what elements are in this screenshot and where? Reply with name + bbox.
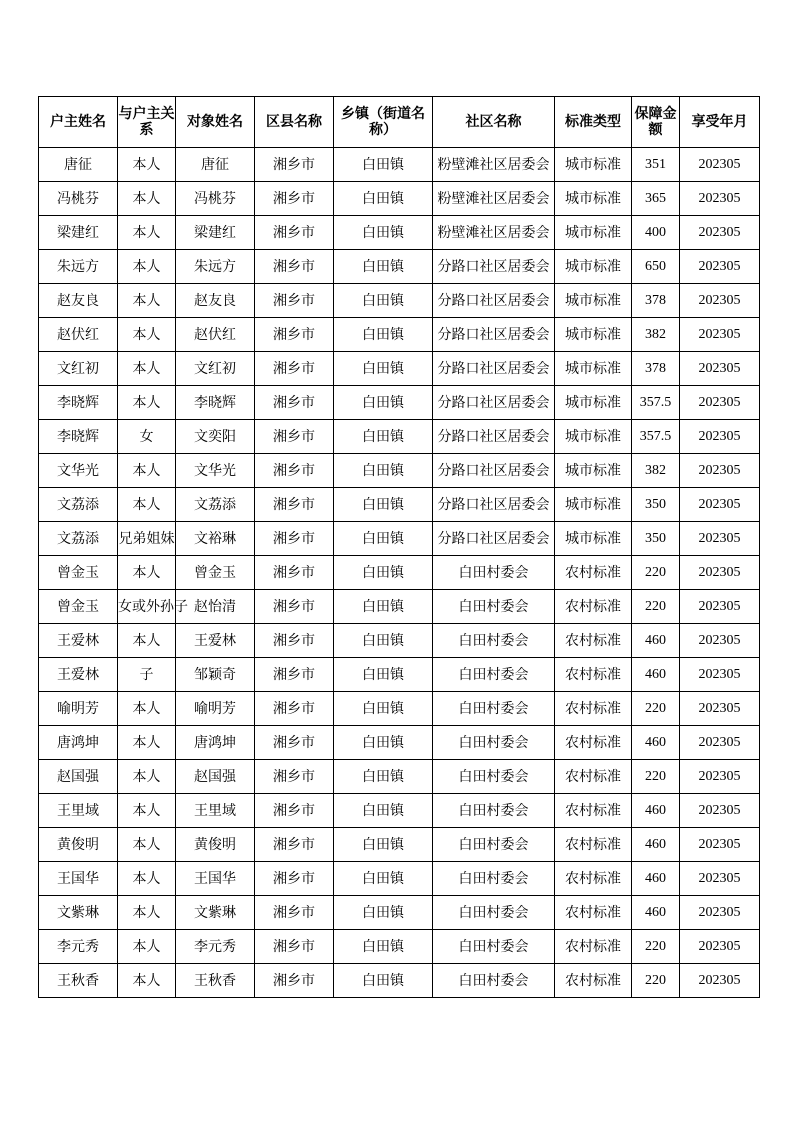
standard-cell: 农村标准 xyxy=(555,862,632,896)
recipient-cell: 文裕琳 xyxy=(176,522,255,556)
amount-cell: 460 xyxy=(632,896,680,930)
relation-cell: 本人 xyxy=(118,352,176,386)
householder-cell: 曾金玉 xyxy=(39,556,118,590)
relation-cell: 本人 xyxy=(118,760,176,794)
standard-cell: 城市标准 xyxy=(555,318,632,352)
community-cell: 白田村委会 xyxy=(433,590,555,624)
month-cell: 202305 xyxy=(680,896,760,930)
standard-cell: 城市标准 xyxy=(555,182,632,216)
town-cell: 白田镇 xyxy=(334,352,433,386)
month-cell: 202305 xyxy=(680,420,760,454)
standard-cell: 城市标准 xyxy=(555,216,632,250)
householder-cell: 梁建红 xyxy=(39,216,118,250)
recipient-cell: 文华光 xyxy=(176,454,255,488)
standard-cell: 农村标准 xyxy=(555,896,632,930)
county-cell: 湘乡市 xyxy=(255,862,334,896)
householder-cell: 文红初 xyxy=(39,352,118,386)
county-cell: 湘乡市 xyxy=(255,794,334,828)
relation-cell: 女 xyxy=(118,420,176,454)
header-community: 社区名称 xyxy=(433,97,555,148)
header-town: 乡镇（街道名称） xyxy=(334,97,433,148)
amount-cell: 350 xyxy=(632,488,680,522)
county-cell: 湘乡市 xyxy=(255,556,334,590)
recipient-cell: 曾金玉 xyxy=(176,556,255,590)
community-cell: 分路口社区居委会 xyxy=(433,352,555,386)
month-cell: 202305 xyxy=(680,352,760,386)
standard-cell: 城市标准 xyxy=(555,386,632,420)
county-cell: 湘乡市 xyxy=(255,250,334,284)
standard-cell: 城市标准 xyxy=(555,284,632,318)
standard-cell: 农村标准 xyxy=(555,828,632,862)
recipient-cell: 文奕阳 xyxy=(176,420,255,454)
standard-cell: 城市标准 xyxy=(555,250,632,284)
amount-cell: 460 xyxy=(632,862,680,896)
householder-cell: 赵友良 xyxy=(39,284,118,318)
recipient-cell: 赵怡清 xyxy=(176,590,255,624)
amount-cell: 220 xyxy=(632,964,680,998)
standard-cell: 农村标准 xyxy=(555,590,632,624)
householder-cell: 王爱林 xyxy=(39,658,118,692)
town-cell: 白田镇 xyxy=(334,216,433,250)
relation-cell: 本人 xyxy=(118,624,176,658)
recipient-cell: 李元秀 xyxy=(176,930,255,964)
county-cell: 湘乡市 xyxy=(255,284,334,318)
community-cell: 分路口社区居委会 xyxy=(433,284,555,318)
householder-cell: 文荔添 xyxy=(39,522,118,556)
amount-cell: 460 xyxy=(632,828,680,862)
relation-cell: 本人 xyxy=(118,726,176,760)
recipient-cell: 王秋香 xyxy=(176,964,255,998)
header-month: 享受年月 xyxy=(680,97,760,148)
county-cell: 湘乡市 xyxy=(255,930,334,964)
county-cell: 湘乡市 xyxy=(255,896,334,930)
relation-cell: 本人 xyxy=(118,556,176,590)
month-cell: 202305 xyxy=(680,590,760,624)
relation-cell: 本人 xyxy=(118,318,176,352)
town-cell: 白田镇 xyxy=(334,420,433,454)
amount-cell: 357.5 xyxy=(632,420,680,454)
table-row xyxy=(39,386,760,420)
month-cell: 202305 xyxy=(680,964,760,998)
county-cell: 湘乡市 xyxy=(255,624,334,658)
relation-cell: 本人 xyxy=(118,862,176,896)
community-cell: 白田村委会 xyxy=(433,964,555,998)
amount-cell: 650 xyxy=(632,250,680,284)
relation-cell: 本人 xyxy=(118,386,176,420)
householder-cell: 王秋香 xyxy=(39,964,118,998)
standard-cell: 城市标准 xyxy=(555,454,632,488)
relation-cell: 本人 xyxy=(118,148,176,182)
community-cell: 粉壁滩社区居委会 xyxy=(433,148,555,182)
county-cell: 湘乡市 xyxy=(255,828,334,862)
amount-cell: 378 xyxy=(632,352,680,386)
amount-cell: 220 xyxy=(632,692,680,726)
town-cell: 白田镇 xyxy=(334,250,433,284)
town-cell: 白田镇 xyxy=(334,182,433,216)
county-cell: 湘乡市 xyxy=(255,760,334,794)
month-cell: 202305 xyxy=(680,692,760,726)
relation-cell: 本人 xyxy=(118,454,176,488)
table-row xyxy=(39,522,760,556)
householder-cell: 赵伏红 xyxy=(39,318,118,352)
recipient-cell: 文红初 xyxy=(176,352,255,386)
amount-cell: 365 xyxy=(632,182,680,216)
table-row xyxy=(39,182,760,216)
table-row xyxy=(39,692,760,726)
town-cell: 白田镇 xyxy=(334,794,433,828)
standard-cell: 城市标准 xyxy=(555,420,632,454)
amount-cell: 220 xyxy=(632,556,680,590)
town-cell: 白田镇 xyxy=(334,522,433,556)
amount-cell: 220 xyxy=(632,590,680,624)
month-cell: 202305 xyxy=(680,454,760,488)
standard-cell: 农村标准 xyxy=(555,794,632,828)
county-cell: 湘乡市 xyxy=(255,318,334,352)
month-cell: 202305 xyxy=(680,182,760,216)
standard-cell: 农村标准 xyxy=(555,964,632,998)
month-cell: 202305 xyxy=(680,488,760,522)
table-row xyxy=(39,556,760,590)
community-cell: 白田村委会 xyxy=(433,896,555,930)
header-recipient: 对象姓名 xyxy=(176,97,255,148)
standard-cell: 农村标准 xyxy=(555,726,632,760)
header-county: 区县名称 xyxy=(255,97,334,148)
relation-cell: 女或外孙子 xyxy=(118,590,176,624)
standard-cell: 农村标准 xyxy=(555,658,632,692)
householder-cell: 唐鸿坤 xyxy=(39,726,118,760)
recipient-cell: 王国华 xyxy=(176,862,255,896)
community-cell: 分路口社区居委会 xyxy=(433,522,555,556)
town-cell: 白田镇 xyxy=(334,284,433,318)
table-row xyxy=(39,148,760,182)
table-row xyxy=(39,420,760,454)
table-row xyxy=(39,794,760,828)
standard-cell: 城市标准 xyxy=(555,352,632,386)
recipient-cell: 朱远方 xyxy=(176,250,255,284)
table-row xyxy=(39,454,760,488)
community-cell: 白田村委会 xyxy=(433,658,555,692)
month-cell: 202305 xyxy=(680,930,760,964)
county-cell: 湘乡市 xyxy=(255,454,334,488)
standard-cell: 城市标准 xyxy=(555,148,632,182)
community-cell: 粉壁滩社区居委会 xyxy=(433,182,555,216)
month-cell: 202305 xyxy=(680,522,760,556)
town-cell: 白田镇 xyxy=(334,454,433,488)
recipient-cell: 文荔添 xyxy=(176,488,255,522)
town-cell: 白田镇 xyxy=(334,318,433,352)
householder-cell: 李晓辉 xyxy=(39,420,118,454)
recipient-cell: 李晓辉 xyxy=(176,386,255,420)
roster-table xyxy=(38,96,760,998)
amount-cell: 220 xyxy=(632,930,680,964)
table-row xyxy=(39,896,760,930)
standard-cell: 农村标准 xyxy=(555,760,632,794)
table-row xyxy=(39,828,760,862)
relation-cell: 本人 xyxy=(118,182,176,216)
amount-cell: 220 xyxy=(632,760,680,794)
town-cell: 白田镇 xyxy=(334,488,433,522)
standard-cell: 城市标准 xyxy=(555,488,632,522)
householder-cell: 文紫琳 xyxy=(39,896,118,930)
table-row xyxy=(39,590,760,624)
householder-cell: 朱远方 xyxy=(39,250,118,284)
relation-cell: 本人 xyxy=(118,964,176,998)
recipient-cell: 王里域 xyxy=(176,794,255,828)
table-row xyxy=(39,726,760,760)
community-cell: 白田村委会 xyxy=(433,556,555,590)
header-standard: 标准类型 xyxy=(555,97,632,148)
standard-cell: 农村标准 xyxy=(555,692,632,726)
amount-cell: 378 xyxy=(632,284,680,318)
recipient-cell: 邹颖奇 xyxy=(176,658,255,692)
relation-cell: 本人 xyxy=(118,828,176,862)
recipient-cell: 赵友良 xyxy=(176,284,255,318)
header-relation: 与户主关系 xyxy=(118,97,176,148)
relation-cell: 本人 xyxy=(118,216,176,250)
month-cell: 202305 xyxy=(680,658,760,692)
householder-cell: 王爱林 xyxy=(39,624,118,658)
recipient-cell: 王爱林 xyxy=(176,624,255,658)
town-cell: 白田镇 xyxy=(334,930,433,964)
householder-cell: 文荔添 xyxy=(39,488,118,522)
recipient-cell: 唐鸿坤 xyxy=(176,726,255,760)
county-cell: 湘乡市 xyxy=(255,182,334,216)
month-cell: 202305 xyxy=(680,386,760,420)
month-cell: 202305 xyxy=(680,556,760,590)
householder-cell: 李元秀 xyxy=(39,930,118,964)
amount-cell: 460 xyxy=(632,624,680,658)
month-cell: 202305 xyxy=(680,318,760,352)
community-cell: 粉壁滩社区居委会 xyxy=(433,216,555,250)
table-row xyxy=(39,250,760,284)
month-cell: 202305 xyxy=(680,624,760,658)
table-row xyxy=(39,760,760,794)
community-cell: 分路口社区居委会 xyxy=(433,318,555,352)
header-row xyxy=(39,97,760,148)
standard-cell: 城市标准 xyxy=(555,522,632,556)
month-cell: 202305 xyxy=(680,250,760,284)
community-cell: 白田村委会 xyxy=(433,726,555,760)
community-cell: 白田村委会 xyxy=(433,692,555,726)
town-cell: 白田镇 xyxy=(334,760,433,794)
householder-cell: 喻明芳 xyxy=(39,692,118,726)
county-cell: 湘乡市 xyxy=(255,590,334,624)
county-cell: 湘乡市 xyxy=(255,726,334,760)
month-cell: 202305 xyxy=(680,216,760,250)
community-cell: 分路口社区居委会 xyxy=(433,488,555,522)
county-cell: 湘乡市 xyxy=(255,488,334,522)
amount-cell: 400 xyxy=(632,216,680,250)
town-cell: 白田镇 xyxy=(334,148,433,182)
table-row xyxy=(39,318,760,352)
recipient-cell: 梁建红 xyxy=(176,216,255,250)
community-cell: 白田村委会 xyxy=(433,930,555,964)
recipient-cell: 冯桃芬 xyxy=(176,182,255,216)
standard-cell: 农村标准 xyxy=(555,624,632,658)
header-amount: 保障金额 xyxy=(632,97,680,148)
town-cell: 白田镇 xyxy=(334,896,433,930)
town-cell: 白田镇 xyxy=(334,556,433,590)
month-cell: 202305 xyxy=(680,726,760,760)
householder-cell: 李晓辉 xyxy=(39,386,118,420)
community-cell: 白田村委会 xyxy=(433,624,555,658)
table-row xyxy=(39,284,760,318)
amount-cell: 460 xyxy=(632,658,680,692)
town-cell: 白田镇 xyxy=(334,964,433,998)
town-cell: 白田镇 xyxy=(334,624,433,658)
recipient-cell: 文紫琳 xyxy=(176,896,255,930)
county-cell: 湘乡市 xyxy=(255,420,334,454)
town-cell: 白田镇 xyxy=(334,386,433,420)
table-row xyxy=(39,862,760,896)
householder-cell: 黄俊明 xyxy=(39,828,118,862)
amount-cell: 350 xyxy=(632,522,680,556)
month-cell: 202305 xyxy=(680,828,760,862)
county-cell: 湘乡市 xyxy=(255,386,334,420)
county-cell: 湘乡市 xyxy=(255,658,334,692)
recipient-cell: 喻明芳 xyxy=(176,692,255,726)
relation-cell: 本人 xyxy=(118,692,176,726)
standard-cell: 农村标准 xyxy=(555,556,632,590)
table-row xyxy=(39,624,760,658)
relation-cell: 本人 xyxy=(118,930,176,964)
recipient-cell: 赵伏红 xyxy=(176,318,255,352)
month-cell: 202305 xyxy=(680,760,760,794)
county-cell: 湘乡市 xyxy=(255,522,334,556)
relation-cell: 兄弟姐妹 xyxy=(118,522,176,556)
recipient-cell: 唐征 xyxy=(176,148,255,182)
amount-cell: 351 xyxy=(632,148,680,182)
householder-cell: 王国华 xyxy=(39,862,118,896)
month-cell: 202305 xyxy=(680,148,760,182)
table-row xyxy=(39,488,760,522)
relation-cell: 本人 xyxy=(118,250,176,284)
table-row xyxy=(39,352,760,386)
relation-cell: 本人 xyxy=(118,794,176,828)
relation-cell: 子 xyxy=(118,658,176,692)
standard-cell: 农村标准 xyxy=(555,930,632,964)
amount-cell: 357.5 xyxy=(632,386,680,420)
county-cell: 湘乡市 xyxy=(255,964,334,998)
householder-cell: 王里域 xyxy=(39,794,118,828)
amount-cell: 460 xyxy=(632,794,680,828)
table-row xyxy=(39,216,760,250)
recipient-cell: 赵国强 xyxy=(176,760,255,794)
recipient-cell: 黄俊明 xyxy=(176,828,255,862)
relation-cell: 本人 xyxy=(118,488,176,522)
table-row xyxy=(39,930,760,964)
month-cell: 202305 xyxy=(680,284,760,318)
town-cell: 白田镇 xyxy=(334,590,433,624)
community-cell: 白田村委会 xyxy=(433,862,555,896)
relation-cell: 本人 xyxy=(118,284,176,318)
town-cell: 白田镇 xyxy=(334,726,433,760)
town-cell: 白田镇 xyxy=(334,828,433,862)
householder-cell: 文华光 xyxy=(39,454,118,488)
householder-cell: 赵国强 xyxy=(39,760,118,794)
community-cell: 分路口社区居委会 xyxy=(433,420,555,454)
amount-cell: 382 xyxy=(632,318,680,352)
month-cell: 202305 xyxy=(680,862,760,896)
town-cell: 白田镇 xyxy=(334,862,433,896)
community-cell: 白田村委会 xyxy=(433,828,555,862)
table-row xyxy=(39,658,760,692)
community-cell: 白田村委会 xyxy=(433,760,555,794)
relation-cell: 本人 xyxy=(118,896,176,930)
community-cell: 白田村委会 xyxy=(433,794,555,828)
amount-cell: 382 xyxy=(632,454,680,488)
householder-cell: 冯桃芬 xyxy=(39,182,118,216)
householder-cell: 唐征 xyxy=(39,148,118,182)
county-cell: 湘乡市 xyxy=(255,216,334,250)
householder-cell: 曾金玉 xyxy=(39,590,118,624)
county-cell: 湘乡市 xyxy=(255,352,334,386)
table-row xyxy=(39,964,760,998)
community-cell: 分路口社区居委会 xyxy=(433,386,555,420)
amount-cell: 460 xyxy=(632,726,680,760)
header-householder: 户主姓名 xyxy=(39,97,118,148)
town-cell: 白田镇 xyxy=(334,692,433,726)
community-cell: 分路口社区居委会 xyxy=(433,250,555,284)
month-cell: 202305 xyxy=(680,794,760,828)
county-cell: 湘乡市 xyxy=(255,148,334,182)
community-cell: 分路口社区居委会 xyxy=(433,454,555,488)
town-cell: 白田镇 xyxy=(334,658,433,692)
county-cell: 湘乡市 xyxy=(255,692,334,726)
